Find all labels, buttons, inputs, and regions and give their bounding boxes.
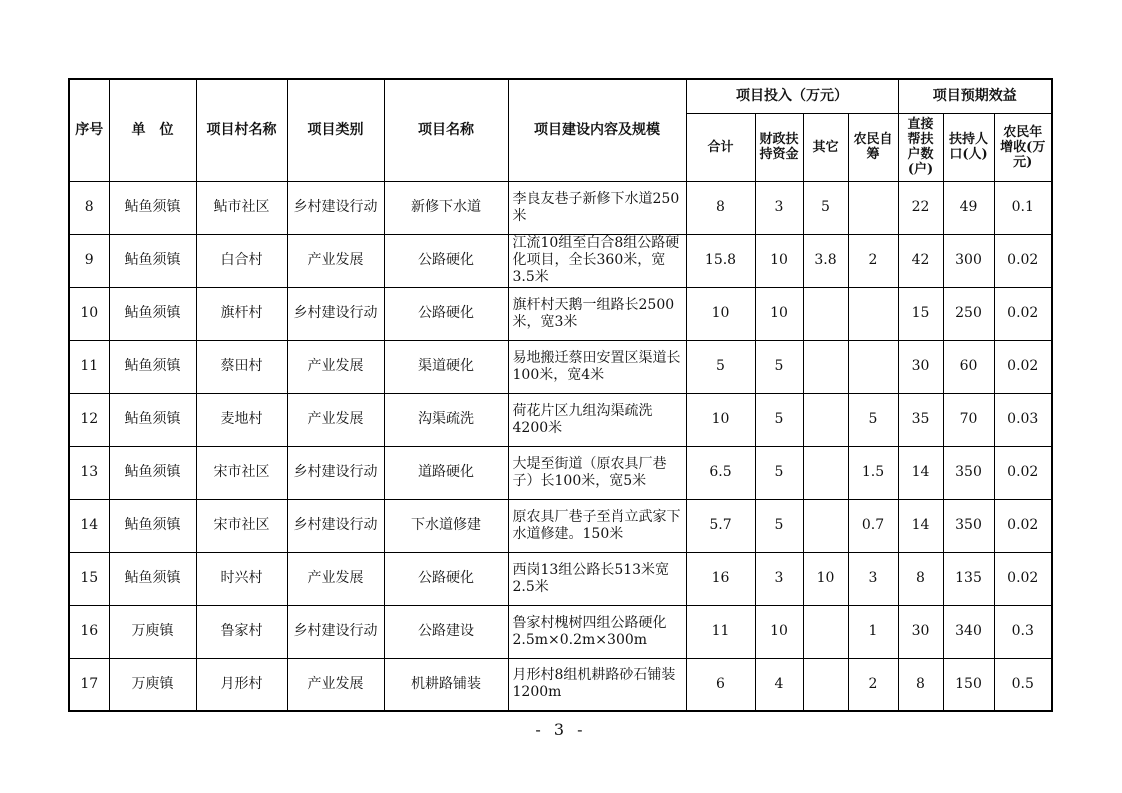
cell-population: 150 [943,658,994,711]
cell-project-name: 公路硬化 [384,234,508,287]
cell-project-name: 沟渠疏洗 [384,393,508,446]
cell-households: 15 [898,287,943,340]
cell-unit: 鲇鱼须镇 [109,181,196,234]
cell-self-raised: 3 [848,552,898,605]
cell-content: 易地搬迁蔡田安置区渠道长100米，宽4米 [508,340,686,393]
table-row [69,605,1052,658]
cell-other [803,393,848,446]
cell-fiscal: 5 [755,340,803,393]
cell-unit: 鲇鱼须镇 [109,499,196,552]
cell-category: 产业发展 [287,658,384,711]
header-investment: 项目投入（万元） [686,79,898,113]
cell-income: 0.1 [994,181,1052,234]
cell-population: 300 [943,234,994,287]
cell-fiscal: 5 [755,446,803,499]
header-category: 项目类别 [287,79,384,181]
cell-households: 8 [898,552,943,605]
cell-village: 鲇市社区 [196,181,287,234]
table-row [69,393,1052,446]
cell-seq: 14 [69,499,109,552]
cell-unit: 万庾镇 [109,658,196,711]
project-table [68,78,1053,712]
cell-project-name: 公路硬化 [384,287,508,340]
cell-other: 5 [803,181,848,234]
cell-total: 10 [686,287,755,340]
cell-content: 原农具厂巷子至肖立武家下水道修建。150米 [508,499,686,552]
table-row [69,340,1052,393]
cell-total: 11 [686,605,755,658]
cell-content: 江流10组至白合8组公路硬化项目，全长360米，宽3.5米 [508,234,686,287]
cell-self-raised [848,287,898,340]
page-number: - 3 - [535,720,587,739]
cell-village: 鲁家村 [196,605,287,658]
cell-households: 8 [898,658,943,711]
cell-income: 0.02 [994,234,1052,287]
table-header [69,79,1052,181]
cell-unit: 鲇鱼须镇 [109,340,196,393]
cell-households: 30 [898,605,943,658]
cell-fiscal: 10 [755,287,803,340]
cell-seq: 13 [69,446,109,499]
cell-seq: 17 [69,658,109,711]
cell-other [803,605,848,658]
cell-other [803,446,848,499]
header-seq: 序号 [69,79,109,181]
cell-self-raised [848,340,898,393]
cell-households: 14 [898,446,943,499]
cell-income: 0.03 [994,393,1052,446]
cell-village: 月形村 [196,658,287,711]
cell-village: 白合村 [196,234,287,287]
cell-unit: 鲇鱼须镇 [109,552,196,605]
cell-seq: 11 [69,340,109,393]
cell-content: 大堤至街道（原农具厂巷子）长100米，宽5米 [508,446,686,499]
header-benefit: 项目预期效益 [898,79,1052,113]
cell-other: 10 [803,552,848,605]
cell-other [803,658,848,711]
cell-total: 5 [686,340,755,393]
cell-total: 15.8 [686,234,755,287]
table-row [69,446,1052,499]
cell-self-raised: 2 [848,234,898,287]
table-row [69,658,1052,711]
cell-population: 350 [943,499,994,552]
cell-content: 鲁家村槐树四组公路硬化2.5m×0.2m×300m [508,605,686,658]
cell-population: 250 [943,287,994,340]
cell-village: 时兴村 [196,552,287,605]
cell-income: 0.02 [994,446,1052,499]
cell-total: 10 [686,393,755,446]
cell-income: 0.02 [994,499,1052,552]
cell-income: 0.3 [994,605,1052,658]
table-row [69,181,1052,234]
cell-seq: 15 [69,552,109,605]
header-self-raised: 农民自筹 [848,113,898,181]
cell-category: 产业发展 [287,340,384,393]
cell-self-raised [848,181,898,234]
cell-category: 乡村建设行动 [287,446,384,499]
cell-fiscal: 5 [755,499,803,552]
cell-total: 8 [686,181,755,234]
cell-category: 乡村建设行动 [287,605,384,658]
cell-village: 宋市社区 [196,446,287,499]
cell-unit: 鲇鱼须镇 [109,234,196,287]
cell-seq: 12 [69,393,109,446]
cell-project-name: 公路硬化 [384,552,508,605]
cell-total: 6.5 [686,446,755,499]
cell-fiscal: 10 [755,234,803,287]
cell-category: 产业发展 [287,393,384,446]
header-content: 项目建设内容及规模 [508,79,686,181]
header-village: 项目村名称 [196,79,287,181]
header-fiscal: 财政扶持资金 [755,113,803,181]
cell-self-raised: 5 [848,393,898,446]
cell-self-raised: 1.5 [848,446,898,499]
cell-self-raised: 1 [848,605,898,658]
cell-village: 旗杆村 [196,287,287,340]
cell-fiscal: 5 [755,393,803,446]
cell-other: 3.8 [803,234,848,287]
cell-households: 35 [898,393,943,446]
cell-category: 乡村建设行动 [287,287,384,340]
cell-self-raised: 0.7 [848,499,898,552]
cell-unit: 鲇鱼须镇 [109,287,196,340]
cell-population: 340 [943,605,994,658]
cell-project-name: 机耕路铺装 [384,658,508,711]
cell-village: 蔡田村 [196,340,287,393]
table-row [69,552,1052,605]
cell-category: 乡村建设行动 [287,181,384,234]
cell-seq: 8 [69,181,109,234]
cell-population: 49 [943,181,994,234]
cell-income: 0.02 [994,287,1052,340]
table-body [69,181,1052,711]
cell-category: 产业发展 [287,552,384,605]
cell-project-name: 道路硬化 [384,446,508,499]
cell-other [803,287,848,340]
cell-content: 荷花片区九组沟渠疏洗4200米 [508,393,686,446]
cell-population: 70 [943,393,994,446]
cell-fiscal: 10 [755,605,803,658]
cell-village: 宋市社区 [196,499,287,552]
cell-content: 李良友巷子新修下水道250米 [508,181,686,234]
cell-income: 0.02 [994,552,1052,605]
cell-other [803,340,848,393]
cell-content: 月形村8组机耕路砂石铺装1200m [508,658,686,711]
cell-unit: 鲇鱼须镇 [109,446,196,499]
cell-content: 西岗13组公路长513米宽2.5米 [508,552,686,605]
header-households: 直接帮扶户数(户) [898,113,943,181]
cell-category: 产业发展 [287,234,384,287]
cell-population: 350 [943,446,994,499]
cell-total: 16 [686,552,755,605]
cell-village: 麦地村 [196,393,287,446]
table-row [69,287,1052,340]
cell-fiscal: 3 [755,552,803,605]
cell-total: 5.7 [686,499,755,552]
cell-fiscal: 3 [755,181,803,234]
cell-content: 旗杆村天鹅一组路长2500米，宽3米 [508,287,686,340]
cell-project-name: 下水道修建 [384,499,508,552]
cell-income: 0.5 [994,658,1052,711]
cell-total: 6 [686,658,755,711]
cell-income: 0.02 [994,340,1052,393]
cell-project-name: 新修下水道 [384,181,508,234]
cell-households: 42 [898,234,943,287]
cell-population: 135 [943,552,994,605]
header-total: 合计 [686,113,755,181]
header-other: 其它 [803,113,848,181]
cell-households: 22 [898,181,943,234]
cell-project-name: 公路建设 [384,605,508,658]
cell-self-raised: 2 [848,658,898,711]
cell-seq: 10 [69,287,109,340]
header-population: 扶持人口(人) [943,113,994,181]
cell-unit: 鲇鱼须镇 [109,393,196,446]
cell-project-name: 渠道硬化 [384,340,508,393]
cell-other [803,499,848,552]
table-row [69,234,1052,287]
header-income: 农民年增收(万元) [994,113,1052,181]
cell-population: 60 [943,340,994,393]
cell-households: 14 [898,499,943,552]
cell-unit: 万庾镇 [109,605,196,658]
cell-households: 30 [898,340,943,393]
cell-category: 乡村建设行动 [287,499,384,552]
header-name: 项目名称 [384,79,508,181]
table-row [69,499,1052,552]
cell-fiscal: 4 [755,658,803,711]
header-unit: 单 位 [109,79,196,181]
cell-seq: 9 [69,234,109,287]
cell-seq: 16 [69,605,109,658]
